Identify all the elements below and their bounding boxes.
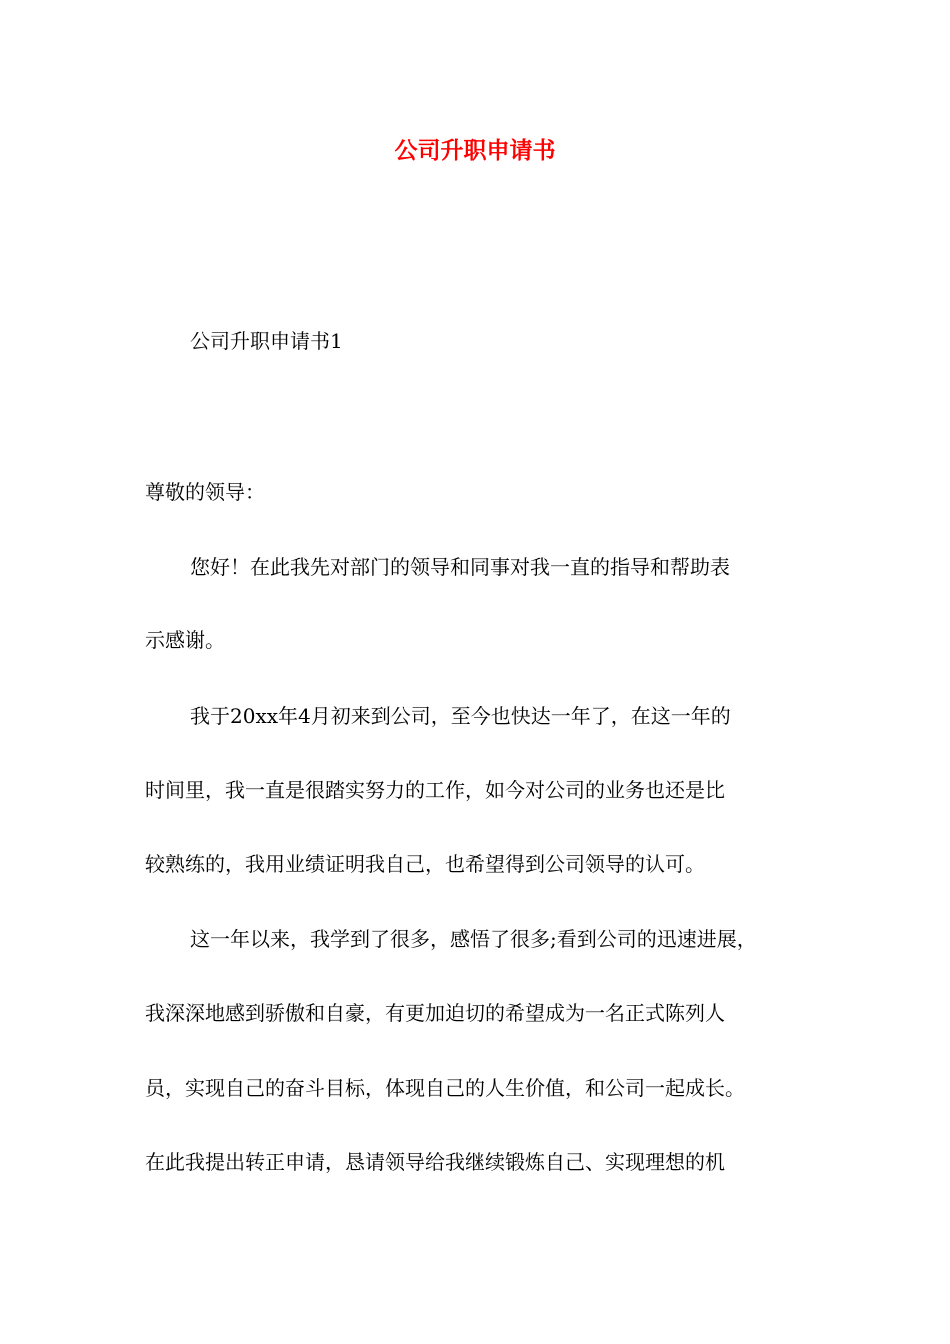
section-heading: 公司升职申请书1	[190, 329, 343, 353]
salutation: 尊敬的领导：	[145, 480, 265, 504]
body-line: 时间里，我一直是很踏实努力的工作，如今对公司的业务也还是比	[145, 778, 725, 802]
body-line: 示感谢。	[145, 628, 225, 652]
body-line: 在此我提出转正申请，恳请领导给我继续锻炼自己、实现理想的机	[145, 1150, 725, 1174]
document-title: 公司升职申请书	[394, 138, 556, 164]
body-line: 员，实现自己的奋斗目标，体现自己的人生价值，和公司一起成长。	[145, 1076, 745, 1100]
body-line: 这一年以来，我学到了很多，感悟了很多;看到公司的迅速进展，	[190, 927, 757, 951]
body-line: 较熟练的，我用业绩证明我自己，也希望得到公司领导的认可。	[145, 852, 705, 876]
body-line: 我于20xx年4月初来到公司，至今也快达一年了，在这一年的	[190, 704, 731, 728]
body-line: 我深深地感到骄傲和自豪，有更加迫切的希望成为一名正式陈列人	[145, 1001, 725, 1025]
body-line: 您好！在此我先对部门的领导和同事对我一直的指导和帮助表	[190, 555, 730, 579]
